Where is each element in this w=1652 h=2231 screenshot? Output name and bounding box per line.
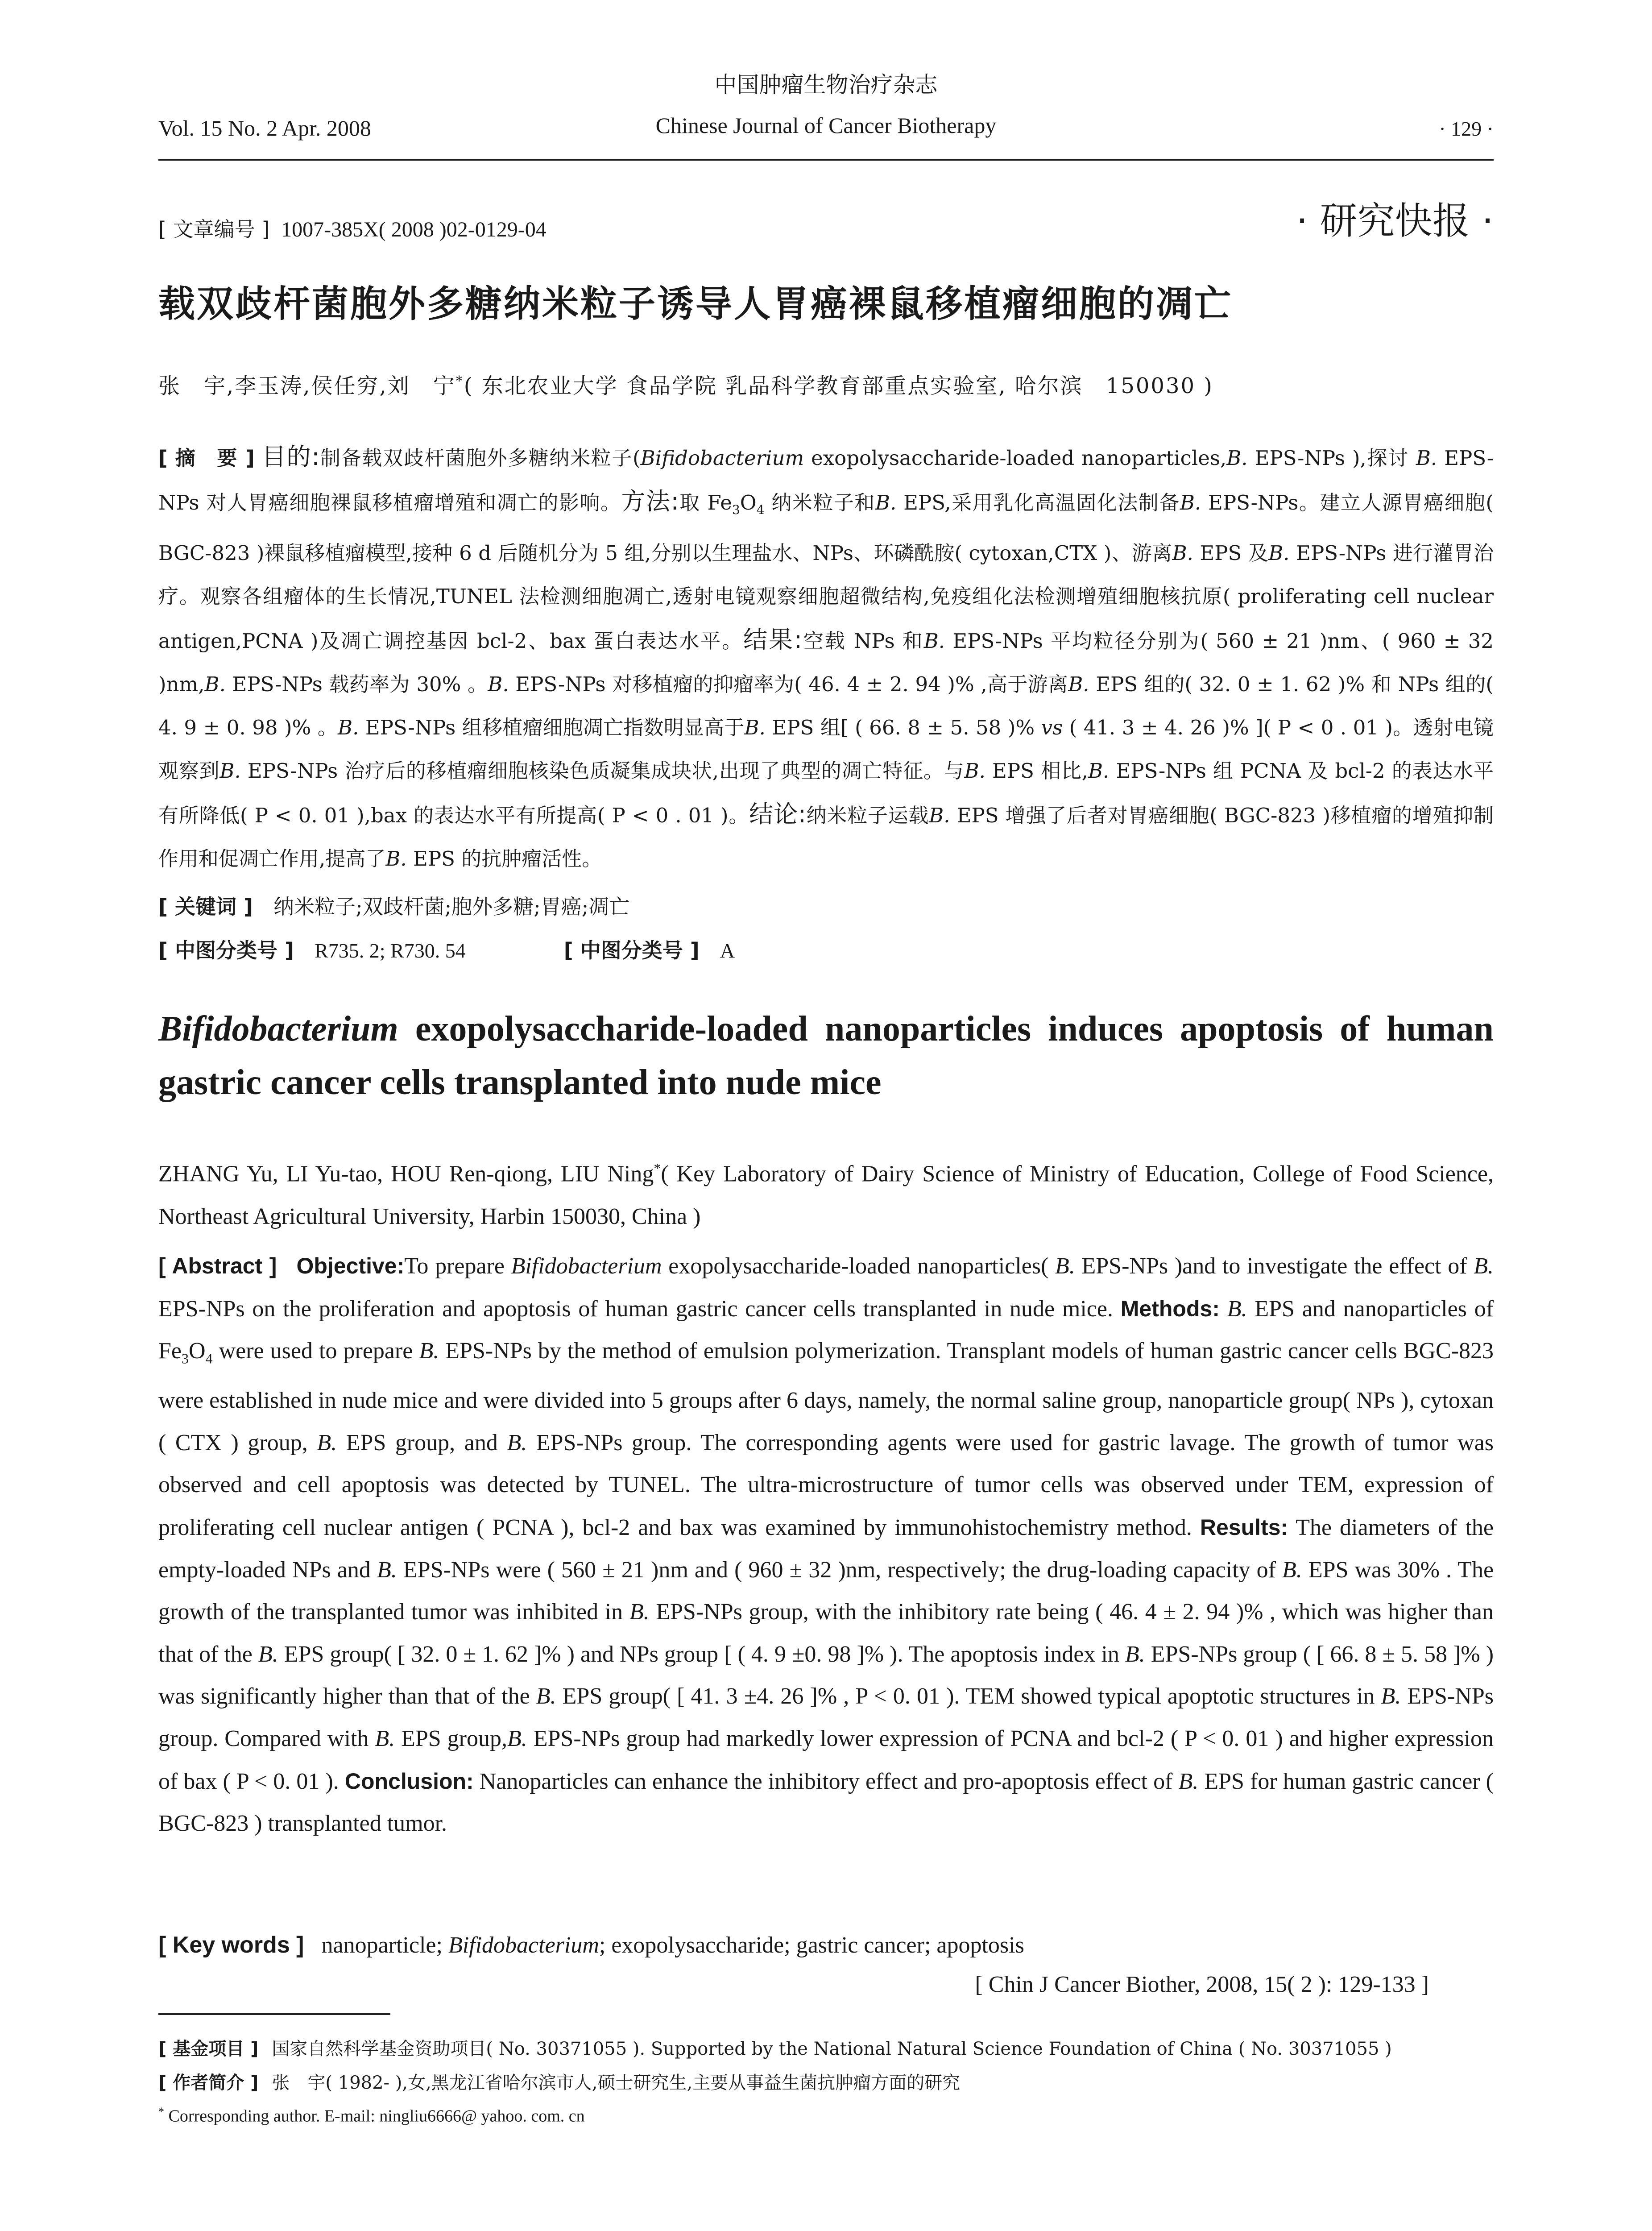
abstract-text: EPS-NPs 治疗后的移植瘤细胞核染色质凝集成块状,出现了典型的凋亡特征。与 (247, 759, 965, 783)
page-number: · 129 · (1439, 117, 1494, 140)
article-number-value: 1007-385X( 2008 )02-0129-04 (281, 218, 547, 241)
abstract-cn (158, 435, 1494, 880)
header-rule (158, 159, 1494, 161)
abstract-italic: B. (929, 804, 950, 827)
abstract-italic: B. (338, 716, 359, 739)
section-tag: · 研究快报 · (1296, 199, 1494, 243)
abstract-italic: B. (377, 1557, 397, 1583)
abstract-italic: B. (1282, 1557, 1302, 1583)
classification-cn (158, 934, 735, 964)
journal-title-en: Chinese Journal of Cancer Biotherapy (655, 113, 997, 138)
keyword: nanoparticle; (321, 1932, 443, 1958)
conclusion-label-en: Conclusion: (344, 1768, 474, 1794)
abstract-text: EPS 相比, (992, 759, 1088, 783)
abstract-text: The diameters of the empty-loaded NPs and (158, 1514, 1494, 1583)
results-label-en: Results: (1200, 1514, 1288, 1540)
author-names-cn: 张 宇,李玉涛,侯任穷,刘 宁 (158, 373, 456, 398)
abstract-italic: B. (1268, 541, 1290, 565)
abstract-text: EPS group( [ 41. 3 ±4. 26 ]% , P < 0. 01 ). TEM showed typical apoptotic structures in (562, 1684, 1375, 1709)
abstract-italic: B. (258, 1641, 278, 1667)
abstract-italic: B. (1381, 1684, 1401, 1709)
abstract-italic: B. (744, 716, 766, 739)
article-number-label: [ 文章编号 ] (158, 217, 270, 241)
article-number (158, 213, 547, 243)
abstract-italic: B. (1125, 1641, 1145, 1667)
abstract-italic: B. (1226, 446, 1248, 470)
abstract-text: EPS 组的( 32. 0 ± 1. 62 )% 和 NPs 组的( 4. 9 ± 0. 98 )% 。 (158, 672, 1494, 739)
abstract-italic: B. (375, 1725, 395, 1751)
abstract-en (158, 1245, 1494, 1845)
keyword-italic: Bifidobacterium (448, 1932, 599, 1958)
abstract-italic: B. (629, 1599, 650, 1625)
author-bio-text: 张 宇( 1982- ),女,黑龙江省哈尔滨市人,硕士研究生,主要从事益生菌抗肿瘤方面的研究 (272, 2073, 961, 2093)
abstract-italic: Bifidobacterium (511, 1253, 662, 1279)
abstract-text: EPS-NPs 组移植瘤细胞凋亡指数明显高于 (365, 716, 745, 739)
abstract-text: EPS-NPs 平均粒径分别为( 560 ± 21 )nm、( 960 ± 32 )nm, (158, 629, 1494, 696)
abstract-italic: B. (419, 1338, 439, 1364)
abstract-italic: B. (385, 847, 407, 871)
abstract-text: EPS-NPs were ( 560 ± 21 )nm and ( 960 ± 32 )nm, respectively; the drug-loading capacity of (403, 1557, 1276, 1583)
results-label-cn: 结果: (743, 626, 802, 654)
funding-text: 国家自然科学基金资助项目( No. 30371055 ). Supported by the National Natural Science Foundation of China ( No. 30371055 ) (272, 2039, 1392, 2059)
abstract-text: EPS-NPs group, with the inhibitory rate being ( 46. 4 ± 2. 94 )% , which was higher than that of the (158, 1599, 1494, 1667)
abstract-text: EPS-NPs group ( [ 66. 8 ± 5. 58 ]% ) was significantly higher than that of the (158, 1641, 1494, 1709)
abstract-text: EPS,采用乳化高温固化法制备 (903, 491, 1180, 514)
abstract-text: ( P < 0 . 01 )。透射电镜观察到 (158, 716, 1494, 783)
abstract-text: EPS group, (401, 1725, 507, 1751)
title-en (158, 1002, 1494, 1109)
abstract-text: EPS-NPs group. The corresponding agents were used for gastric lavage. The growth of tumor was observed and cell apoptosis was detected by TUNEL. The ultra-microstructure of tumor cells was observed under TEM, expression of proliferating cell nuclear antigen ( PCNA ), bcl-2 and bax was examined by immunohistochemistry method. (158, 1430, 1494, 1540)
abstract-text: exopolysaccharide-loaded nanoparticles, (811, 446, 1227, 470)
abstract-text: 纳米粒子和 (771, 491, 875, 514)
abstract-text: EPS-NPs。建立人源胃癌细胞( BGC-823 )裸鼠移植瘤模型,接种 6 d 后随机分为 5 组,分别以生理盐水、NPs、环磷酰胺( cytoxan,CTX )、游离 (158, 491, 1494, 565)
author-bio-label: [ 作者简介 ] (158, 2073, 259, 2093)
title-en-italic: Bifidobacterium (158, 1009, 398, 1049)
abstract-text: EPS-NPs by the method of emulsion polymerization. Transplant models of human gastric cancer cells BGC-823 were established in nude mice and were divided into 5 groups after 6 days, namely, the normal saline group, nanoparticle group( NPs ), cytoxan ( CTX ) group, (158, 1338, 1494, 1456)
abstract-italic: B. (204, 672, 226, 696)
keywords-label-en: [ Key words ] (158, 1932, 304, 1958)
methods-label-en: Methods: (1120, 1296, 1220, 1321)
abstract-italic: B. (1055, 1253, 1075, 1279)
corresponding-mark: * (455, 373, 464, 389)
keywords-value-cn: 纳米粒子;双歧杆菌;胞外多糖;胃癌;凋亡 (273, 895, 630, 919)
abstract-text: O (740, 491, 757, 514)
abstract-text: EPS-NPs )and to investigate the effect of (1081, 1253, 1467, 1279)
clc-label: [ 中图分类号 ] (158, 938, 294, 962)
funding-label: [ 基金项目 ] (158, 2039, 259, 2059)
abstract-text: EPS-NPs ),探讨 (1255, 446, 1409, 470)
abstract-italic: B. (1227, 1296, 1247, 1322)
journal-title-cn: 中国肿瘤生物治疗杂志 (714, 72, 938, 98)
authors-cn (158, 369, 1213, 399)
document-code-value: A (720, 939, 735, 962)
volume-issue: Vol. 15 No. 2 Apr. 2008 (158, 116, 371, 141)
abstract-text: EPS group( [ 32. 0 ± 1. 62 ]% ) and NPs group [ ( 4. 9 ±0. 98 ]% ). The apoptosis index in (284, 1641, 1119, 1667)
abstract-text: EPS-NPs group. Compared with (158, 1684, 1494, 1751)
subscript: 3 (182, 1350, 189, 1367)
abstract-text: Nanoparticles can enhance the inhibitory effect and pro-apoptosis effect of (479, 1768, 1173, 1794)
title-cn: 载双歧杆菌胞外多糖纳米粒子诱导人胃癌裸鼠移植瘤细胞的凋亡 (158, 283, 1233, 325)
abstract-text: were used to prepare (219, 1338, 413, 1364)
abstract-text: EPS group, and (346, 1430, 498, 1456)
abstract-text: 取 Fe (679, 491, 732, 514)
keywords-label-cn: [ 关键词 ] (158, 895, 253, 919)
conclusion-label-cn: 结论: (749, 800, 806, 828)
footnote-funding (158, 2035, 1392, 2060)
abstract-text: EPS-NPs 对人胃癌细胞裸鼠移植瘤增殖和凋亡的影响。 (158, 446, 1494, 514)
abstract-text: EPS-NPs 进行灌胃治疗。观察各组瘤体的生长情况,TUNEL 法检测细胞凋亡,透射电镜观察细胞超微结构,免疫组化法检测增殖细胞核抗原( proliferating cell nuclear antigen,PCNA )及凋亡调控基因 bcl-2、bax 蛋白表达水平。 (158, 541, 1494, 653)
subscript: 4 (756, 502, 765, 517)
clc-value: R735. 2; R730. 54 (315, 939, 466, 962)
abstract-text: EPS for human gastric cancer ( BGC-823 ) transplanted tumor. (158, 1768, 1494, 1837)
abstract-text: EPS-NPs 对移植瘤的抑瘤率为( 46. 4 ± 2. 94 )% ,高于游离 (515, 672, 1068, 696)
abstract-text: EPS 组[ ( 66. 8 ± 5. 58 )% (772, 716, 1035, 739)
abstract-italic: B. (1172, 541, 1193, 565)
abstract-text: EPS-NPs 载药率为 30% 。 (232, 672, 488, 696)
keyword: ; exopolysaccharide; gastric cancer; apoptosis (599, 1932, 1024, 1958)
abstract-italic: B. (317, 1430, 337, 1456)
abstract-italic: B. (219, 759, 241, 783)
corresponding-text: Corresponding author. E-mail: ningliu6666@ yahoo. com. cn (168, 2107, 585, 2126)
abstract-text: EPS 及 (1200, 541, 1269, 565)
abstract-italic: B. (1474, 1253, 1494, 1279)
objective-label-cn: 目的: (261, 443, 320, 471)
abstract-text: EPS-NPs group had markedly lower expression of PCNA and bcl-2 ( P < 0. 01 ) and higher expression of bax ( P < 0. 01 ). (158, 1725, 1494, 1794)
abstract-text: exopolysaccharide-loaded nanoparticles( (668, 1253, 1049, 1279)
corresponding-mark: * (654, 1160, 661, 1176)
abstract-text: EPS-NPs 组 PCNA 及 bcl-2 的表达水平有所降低( P < 0. 01 ),bax 的表达水平有所提高( P < 0 . 01 )。 (158, 759, 1494, 827)
abstract-italic: B. (1178, 1768, 1199, 1794)
keywords-cn (158, 891, 629, 920)
citation: [ Chin J Cancer Biother, 2008, 15( 2 ): 129-133 ] (975, 1972, 1429, 1997)
abstract-text: O (189, 1338, 206, 1364)
abstract-text: ( 41. 3 ± 4. 26 )% ] (1069, 716, 1263, 739)
abstract-text: EPS and nanoparticles of Fe (158, 1296, 1494, 1364)
abstract-italic: B. (536, 1684, 556, 1709)
subscript: 3 (732, 502, 740, 517)
objective-label-en: Objective: (296, 1253, 405, 1278)
abstract-text: EPS-NPs on the proliferation and apoptosis of human gastric cancer cells transplanted in nude mice. (158, 1296, 1113, 1322)
abstract-text: 纳米粒子运载 (806, 804, 929, 827)
abstract-label-en: [ Abstract ] (158, 1253, 277, 1278)
abstract-italic: B. (1088, 759, 1110, 783)
abstract-italic: B. (875, 491, 897, 514)
authors-en (158, 1147, 1494, 1238)
abstract-italic: B. (964, 759, 985, 783)
abstract-italic: B. (488, 672, 509, 696)
abstract-text: EPS 增强了后者对胃癌细胞( BGC-823 )移植瘤的增殖抑制作用和促凋亡作用,提高了 (158, 804, 1494, 871)
abstract-label-cn: [ 摘 要 ] (158, 446, 255, 470)
footnote-rule (158, 2013, 390, 2015)
abstract-text: 制备载双歧杆菌胞外多糖纳米粒子( (319, 446, 641, 470)
footnote-corresponding (158, 2105, 585, 2126)
abstract-text: EPS 的抗肿瘤活性。 (413, 847, 602, 871)
abstract-italic: B. (507, 1725, 527, 1751)
title-en-rest: exopolysaccharide-loaded nanoparticles induces apoptosis of human gastric cancer cells transplanted into nude mice (158, 1009, 1494, 1102)
keywords-en (158, 1932, 1024, 1958)
document-code-label: [ 中图分类号 ] (563, 938, 700, 962)
abstract-text: 空载 NPs 和 (802, 629, 924, 653)
abstract-italic: B. (1180, 491, 1201, 514)
abstract-text: To prepare (404, 1253, 505, 1279)
footnote-author (158, 2069, 960, 2094)
affiliation-cn: ( 东北农业大学 食品学院 乳品科学教育部重点实验室, 哈尔滨 150030 ) (464, 373, 1214, 398)
abstract-italic: B. (507, 1430, 527, 1456)
subscript: 4 (205, 1350, 213, 1367)
corresponding-mark: * (158, 2105, 164, 2118)
author-names-en: ZHANG Yu, LI Yu-tao, HOU Ren-qiong, LIU Ning (158, 1161, 654, 1187)
abstract-italic: B. (923, 629, 945, 653)
abstract-italic: B. (1416, 446, 1437, 470)
abstract-italic: Bifidobacterium (640, 446, 804, 470)
affiliation-en: ( Key Laboratory of Dairy Science of Ministry of Education, College of Food Science, Northeast Agricultural University, Harbin 150030, China ) (158, 1161, 1494, 1230)
methods-label-cn: 方法: (621, 487, 679, 515)
abstract-text: EPS was 30% . The growth of the transplanted tumor was inhibited in (158, 1557, 1494, 1625)
abstract-italic: B. (1068, 672, 1089, 696)
abstract-italic: vs (1041, 716, 1063, 739)
